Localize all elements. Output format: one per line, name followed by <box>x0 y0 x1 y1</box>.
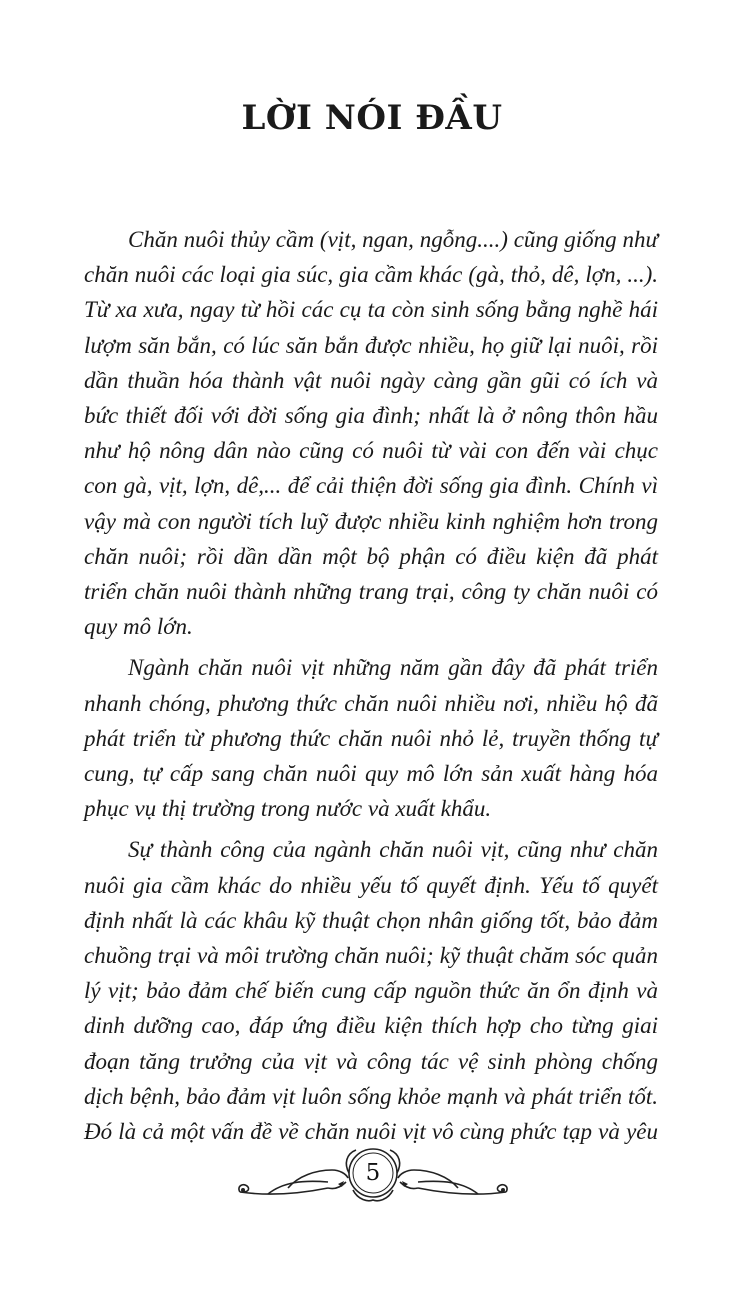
page-title: LỜI NÓI ĐẦU <box>241 98 503 138</box>
body-text <box>84 222 658 1155</box>
paragraph-3: Sự thành công của ngành chăn nuôi vịt, cũng như chăn nuôi gia cầm khác do nhiều yếu tố quyết định. Yếu tố quyết định nhất là các khâu kỹ thuật chọn nhân giống tốt, bảo đảm chuồng trại và môi trường chăn nuôi; kỹ thuật chăm sóc quản lý vịt; bảo đảm chế biến cung cấp nguồn thức ăn ổn định và dinh dưỡng cao, đáp ứng điều kiện thích hợp cho từng giai đoạn tăng trưởng của vịt và công tác vệ sinh phòng chống dịch bệnh, bảo đảm vịt luôn sống khỏe mạnh và phát triển tốt. Đó là cả một vấn đề về chăn nuôi vịt vô cùng phức tạp và yêu <box>84 837 658 1145</box>
page-footer-ornament <box>228 1140 518 1210</box>
page-number: 5 <box>365 1160 381 1186</box>
paragraph-1: Chăn nuôi thủy cầm (vịt, ngan, ngỗng....) cũng giống như chăn nuôi các loại gia súc, gia cầm khác (gà, thỏ, dê, lợn, ...). Từ xa xưa, ngay từ hồi các cụ ta còn sinh sống bằng nghề hái lượm săn bắn, có lúc săn bắn được nhiều, họ giữ lại nuôi, rồi dần thuần hóa thành vật nuôi ngày càng gần gũi có ích và bức thiết đối với đời sống gia đình; nhất là ở nông thôn hầu như hộ nông dân nào cũng có nuôi từ vài con đến vài chục con gà, vịt, lợn, dê,... để cải thiện đời sống gia đình. Chính vì vậy mà con người tích luỹ được nhiều kinh nghiệm hơn trong chăn nuôi; rồi dần dần một bộ phận có điều kiện đã phát triển chăn nuôi thành những trang trại, công ty chăn nuôi có quy mô lớn. <box>84 227 658 640</box>
paragraph-2: Ngành chăn nuôi vịt những năm gần đây đã phát triển nhanh chóng, phương thức chăn nuôi nhiều nơi, nhiều hộ đã phát triển từ phương thức chăn nuôi nhỏ lẻ, truyền thống tự cung, tự cấp sang chăn nuôi quy mô lớn sản xuất hàng hóa phục vụ thị trường trong nước và xuất khẩu. <box>84 655 658 822</box>
